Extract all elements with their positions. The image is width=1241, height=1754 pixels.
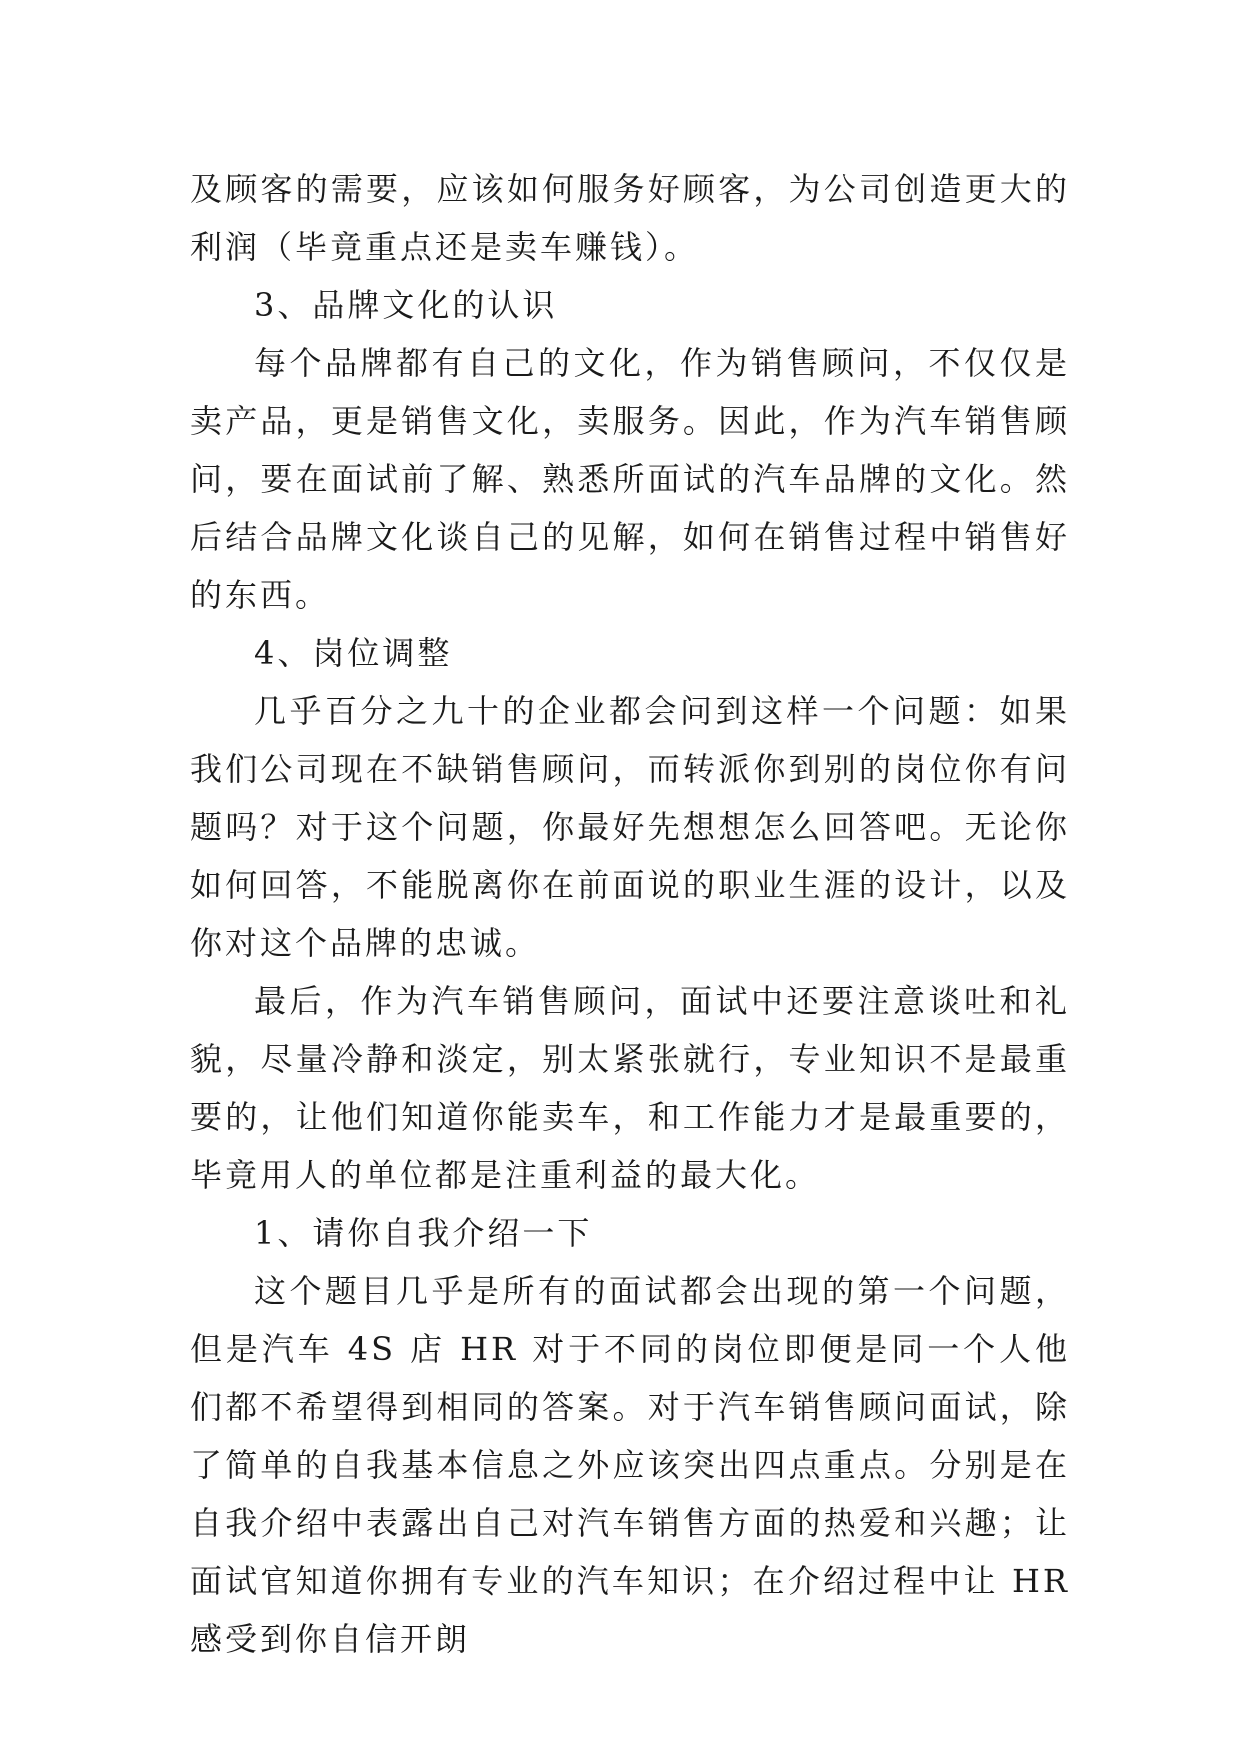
document-body [190, 160, 1070, 1668]
paragraph-self-introduction: 这个题目几乎是所有的面试都会出现的第一个问题，但是汽车 4S 店 HR 对于不同的岗位即便是同一个人他们都不希望得到相同的答案。对于汽车销售顾问面试，除了简单的自我基本信息之外应该突出四点重点。分别是在自我介绍中表露出自己对汽车销售方面的热爱和兴趣；让面试官知道你拥有专业的汽车知识；在介绍过程中让 HR 感受到你自信开朗 [190, 1272, 1070, 1658]
section-heading-self-introduction: 1、请你自我介绍一下 [254, 1214, 593, 1252]
paragraph-position-adjustment: 几乎百分之九十的企业都会问到这样一个问题：如果我们公司现在不缺销售顾问，而转派你到别的岗位你有问题吗？对于这个问题，你最好先想想怎么回答吧。无论你如何回答，不能脱离你在前面说的职业生涯的设计，以及你对这个品牌的忠诚。 [190, 692, 1070, 962]
paragraph-brand-culture: 每个品牌都有自己的文化，作为销售顾问，不仅仅是卖产品，更是销售文化，卖服务。因此，作为汽车销售顾问，要在面试前了解、熟悉所面试的汽车品牌的文化。然后结合品牌文化谈自己的见解，如何在销售过程中销售好的东西。 [190, 344, 1070, 614]
section-heading-position-adjustment: 4、岗位调整 [254, 634, 453, 672]
paragraph-continuation: 及顾客的需要，应该如何服务好顾客，为公司创造更大的利润（毕竟重点还是卖车赚钱）。 [190, 170, 1070, 266]
paragraph-conclusion: 最后，作为汽车销售顾问，面试中还要注意谈吐和礼貌，尽量冷静和淡定，别太紧张就行，专业知识不是最重要的，让他们知道你能卖车，和工作能力才是最重要的，毕竟用人的单位都是注重利益的最大化。 [190, 982, 1070, 1194]
section-heading-brand-culture: 3、品牌文化的认识 [254, 286, 558, 324]
